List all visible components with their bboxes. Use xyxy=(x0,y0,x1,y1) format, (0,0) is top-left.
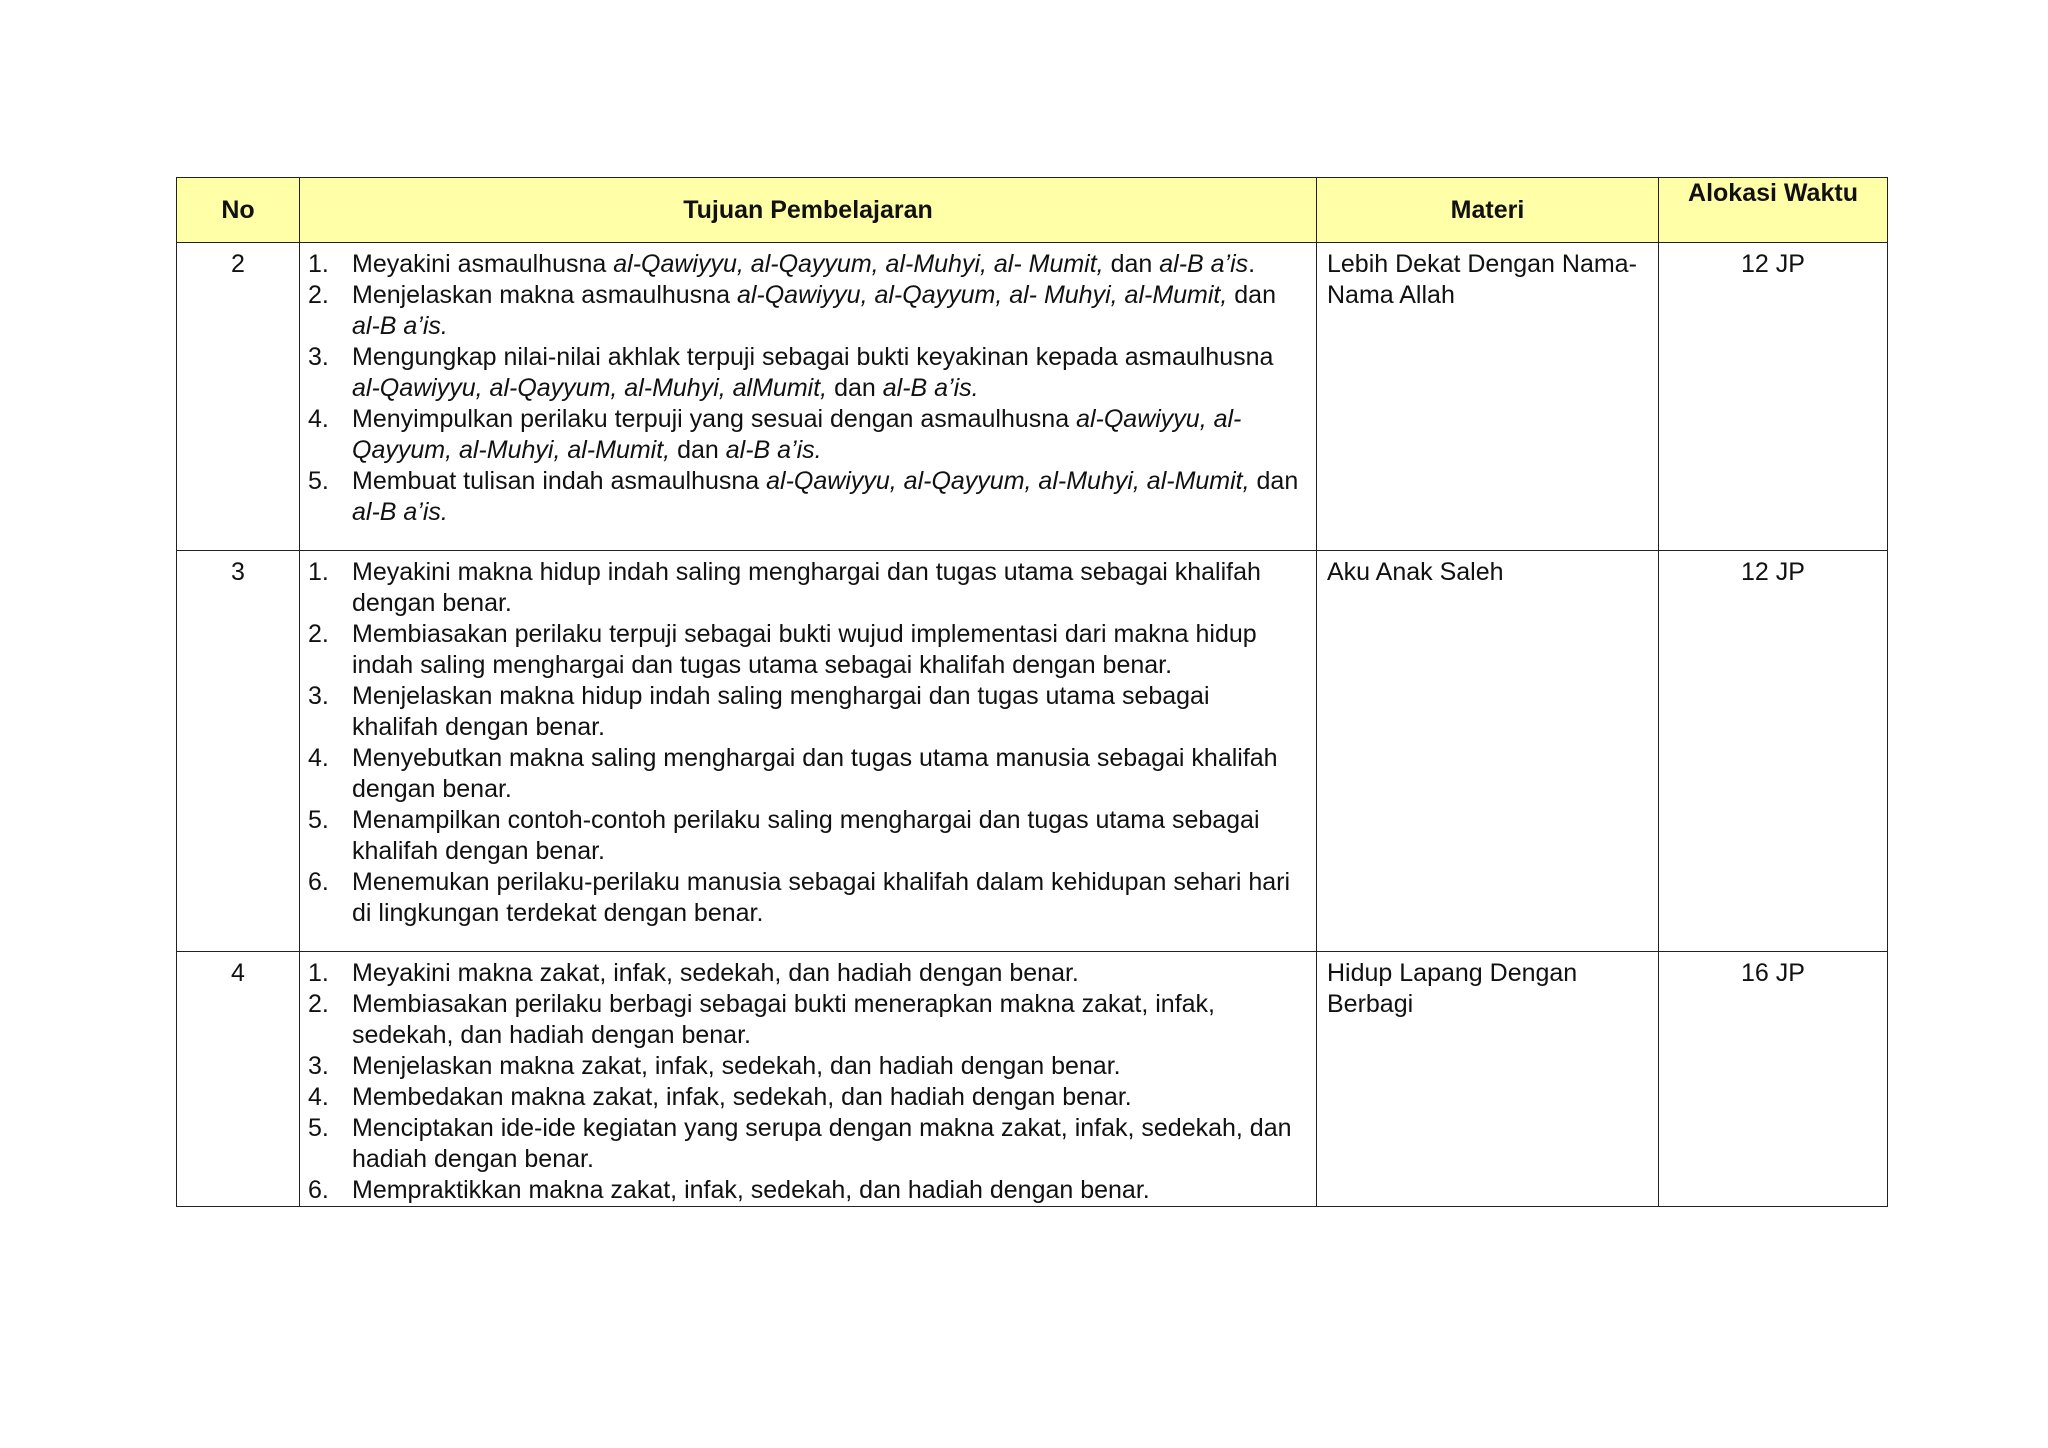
cell-no: 2 xyxy=(177,243,300,551)
objective-item xyxy=(308,342,1302,404)
objective-item xyxy=(308,557,1302,619)
cell-alokasi-waktu: 16 JP xyxy=(1659,952,1888,1207)
cell-materi: Aku Anak Saleh xyxy=(1317,551,1659,952)
objective-number: 2. xyxy=(308,620,329,648)
objective-text-part: Meyakini makna zakat, infak, sedekah, dan hadiah dengan benar. xyxy=(352,959,1079,987)
cell-tujuan xyxy=(300,952,1317,1207)
objective-item xyxy=(308,681,1302,743)
cell-tujuan xyxy=(300,551,1317,952)
objective-text-part: Membiasakan perilaku berbagi sebagai bukti menerapkan makna zakat, infak, sedekah, dan hadiah dengan benar. xyxy=(352,990,1215,1049)
objective-number: 1. xyxy=(308,959,329,987)
objective-text-part: Menciptakan ide-ide kegiatan yang serupa dengan makna zakat, infak, sedekah, dan hadiah dengan benar. xyxy=(352,1114,1292,1173)
objective-number: 3. xyxy=(308,682,329,710)
objective-number: 1. xyxy=(308,558,329,586)
header-no: No xyxy=(177,178,300,243)
objective-number: 3. xyxy=(308,343,329,371)
objective-text xyxy=(352,743,1302,805)
objective-text-part: dan xyxy=(670,436,726,464)
objective-number: 1. xyxy=(308,250,329,278)
objective-text-part: Menjelaskan makna asmaulhusna xyxy=(352,281,737,309)
objective-list xyxy=(308,557,1302,929)
table-row xyxy=(177,551,1888,952)
cell-alokasi-waktu: 12 JP xyxy=(1659,551,1888,952)
objective-item xyxy=(308,1051,1302,1082)
cell-materi: Hidup Lapang Dengan Berbagi xyxy=(1317,952,1659,1207)
objective-text-part: dan xyxy=(1249,467,1299,495)
objective-item xyxy=(308,867,1302,929)
objective-text xyxy=(352,989,1302,1051)
table-body xyxy=(177,243,1888,1207)
objective-text-part: Menyimpulkan perilaku terpuji yang sesuai dengan asmaulhusna xyxy=(352,405,1077,433)
objective-item xyxy=(308,466,1302,528)
objective-text xyxy=(352,867,1302,929)
objective-text-italic: al-Qawiyyu, al-Qayyum, al-Muhyi, alMumit, xyxy=(352,374,828,402)
objective-text xyxy=(352,1051,1302,1082)
objective-item xyxy=(308,1082,1302,1113)
objective-text-part: Mengungkap nilai-nilai akhlak terpuji sebagai bukti keyakinan kepada asmaulhusna xyxy=(352,343,1274,371)
objective-text-italic: al-B a’is. xyxy=(352,312,448,340)
objective-item xyxy=(308,743,1302,805)
objective-text xyxy=(352,466,1302,528)
cell-no: 3 xyxy=(177,551,300,952)
objective-text-italic: al-Qawiyyu, al-Qayyum, al- Muhyi, al-Mumit, xyxy=(736,281,1228,309)
objective-item xyxy=(308,1113,1302,1175)
objective-list xyxy=(308,958,1302,1206)
objective-number: 4. xyxy=(308,744,329,772)
objective-number: 2. xyxy=(308,990,329,1018)
objective-number: 3. xyxy=(308,1052,329,1080)
objective-text-part: Menemukan perilaku-perilaku manusia sebagai khalifah dalam kehidupan sehari hari di lingkungan terdekat dengan benar. xyxy=(352,868,1291,927)
objective-item xyxy=(308,1175,1302,1206)
objective-number: 6. xyxy=(308,868,329,896)
objective-number: 4. xyxy=(308,405,329,433)
objective-text xyxy=(352,280,1302,342)
objective-text-part: Menyebutkan makna saling menghargai dan tugas utama manusia sebagai khalifah dengan benar. xyxy=(352,744,1278,803)
objective-item xyxy=(308,404,1302,466)
objective-number: 5. xyxy=(308,467,329,495)
objective-text-italic: al-Qawiyyu, al-Qayyum, al-Muhyi, al-Mumit, xyxy=(766,467,1250,495)
objective-text-part: dan xyxy=(1103,250,1160,278)
objective-text-italic: al-B a’is. xyxy=(725,436,822,464)
objective-text xyxy=(352,958,1302,989)
objective-text xyxy=(352,619,1302,681)
table-row xyxy=(177,243,1888,551)
objective-text-italic: al-Qawiyyu, al-Qayyum, al-Muhyi, al-Mumit, xyxy=(352,405,1242,464)
objective-text-part: Membiasakan perilaku terpuji sebagai bukti wujud implementasi dari makna hidup indah saling menghargai dan tugas utama sebagai khalifah dengan benar. xyxy=(352,620,1257,679)
objective-item xyxy=(308,249,1302,280)
objective-text xyxy=(352,557,1302,619)
objective-text-part: . xyxy=(1248,250,1256,278)
objective-text xyxy=(352,1082,1302,1113)
objective-text xyxy=(352,681,1302,743)
objective-text xyxy=(352,404,1302,466)
header-row xyxy=(177,178,1888,243)
objective-text-italic: al-B a’is xyxy=(1159,250,1249,278)
objective-text xyxy=(352,1113,1302,1175)
objective-text xyxy=(352,805,1302,867)
objective-text-part: Menampilkan contoh-contoh perilaku saling menghargai dan tugas utama sebagai khalifah dengan benar. xyxy=(352,806,1260,865)
objective-text-part: dan xyxy=(827,374,883,402)
header-materi: Materi xyxy=(1317,178,1659,243)
objective-number: 5. xyxy=(308,806,329,834)
objective-number: 4. xyxy=(308,1083,329,1111)
objective-item xyxy=(308,280,1302,342)
objective-text xyxy=(352,342,1302,404)
objective-number: 2. xyxy=(308,281,329,309)
objective-text-part: Meyakini asmaulhusna xyxy=(352,250,614,278)
objective-text-part: Menjelaskan makna zakat, infak, sedekah, dan hadiah dengan benar. xyxy=(352,1052,1121,1080)
objective-text-part: Membedakan makna zakat, infak, sedekah, dan hadiah dengan benar. xyxy=(352,1083,1132,1111)
objective-item xyxy=(308,989,1302,1051)
objective-number: 5. xyxy=(308,1114,329,1142)
learning-objectives-table xyxy=(176,177,1888,1207)
objective-text-part: Menjelaskan makna hidup indah saling menghargai dan tugas utama sebagai khalifah dengan benar. xyxy=(352,682,1210,741)
cell-materi: Lebih Dekat Dengan Nama-Nama Allah xyxy=(1317,243,1659,551)
objective-text xyxy=(352,1175,1302,1206)
table-row xyxy=(177,952,1888,1207)
objective-text-italic: al-Qawiyyu, al-Qayyum, al-Muhyi, al- Mumit, xyxy=(613,250,1104,278)
objective-list xyxy=(308,249,1302,528)
objective-text-italic: al-B a’is. xyxy=(882,374,979,402)
objective-text xyxy=(352,249,1302,280)
table-header xyxy=(177,178,1888,243)
header-alokasi-waktu: Alokasi Waktu xyxy=(1659,178,1888,243)
objective-number: 6. xyxy=(308,1176,329,1204)
objective-text-part: Meyakini makna hidup indah saling menghargai dan tugas utama sebagai khalifah dengan benar. xyxy=(352,558,1261,617)
objective-text-italic: al-B a’is. xyxy=(352,498,448,526)
header-tujuan: Tujuan Pembelajaran xyxy=(300,178,1317,243)
objective-item xyxy=(308,805,1302,867)
objective-text-part: Mempraktikkan makna zakat, infak, sedekah, dan hadiah dengan benar. xyxy=(352,1176,1150,1204)
objective-text-part: Membuat tulisan indah asmaulhusna xyxy=(352,467,767,495)
cell-no: 4 xyxy=(177,952,300,1207)
cell-tujuan xyxy=(300,243,1317,551)
objective-text-part: dan xyxy=(1227,281,1276,309)
cell-alokasi-waktu: 12 JP xyxy=(1659,243,1888,551)
objective-item xyxy=(308,619,1302,681)
objective-item xyxy=(308,958,1302,989)
